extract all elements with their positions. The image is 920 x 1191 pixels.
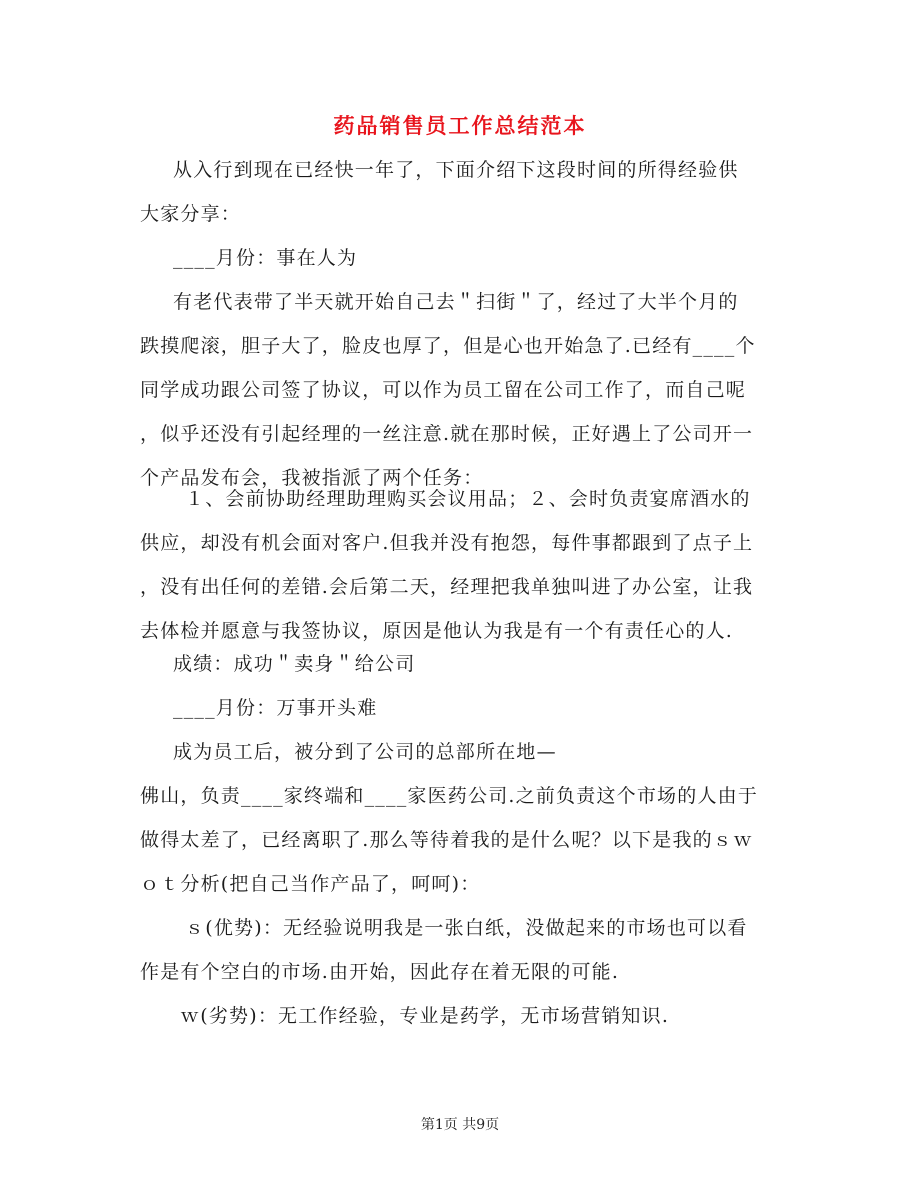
body-text-line: 作是有个空白的市场.由开始，因此存在着无限的可能. (140, 961, 620, 983)
body-text-line: ｗ(劣势)：无工作经验，专业是药学，无市场营销知识. (180, 1005, 670, 1027)
body-text-line: 做得太差了，已经离职了.那么等待着我的是什么呢？以下是我的ｓｗ (140, 829, 754, 851)
body-text-line: 有老代表带了半天就开始自己去＂扫街＂了，经过了大半个月的 (173, 291, 739, 313)
body-text-line: 大家分享： (140, 203, 242, 225)
body-text-line: １、会前协助经理助理购买会议用品；２、会时负责宴席酒水的 (185, 488, 751, 510)
body-text-line: 去体检并愿意与我签协议，原因是他认为我是有一个有责任心的人. (140, 620, 734, 642)
body-text-line: ____月份：万事开头难 (173, 697, 378, 719)
body-text-line: ｓ(优势)：无经验说明我是一张白纸，没做起来的市场也可以看 (185, 917, 748, 939)
body-text-line: ____月份：事在人为 (173, 247, 358, 269)
body-text-line: 个产品发布会，我被指派了两个任务： (140, 467, 484, 489)
body-text-line: 供应，却没有机会面对客户.但我并没有抱怨，每件事都跟到了点子上 (140, 532, 754, 554)
body-text-line: 成绩：成功＂卖身＂给公司 (173, 653, 416, 675)
body-text-line: 同学成功跟公司签了协议，可以作为员工留在公司工作了，而自己呢 (140, 379, 747, 401)
document-title: 药品销售员工作总结范本 (333, 113, 587, 138)
body-text-line: ｏｔ分析(把自己当作产品了，呵呵)： (140, 873, 481, 895)
body-text-line: ，似乎还没有引起经理的一丝注意.就在那时候，正好遇上了公司开一 (140, 423, 754, 445)
page-number-footer: 第1页 共9页 (420, 1117, 500, 1133)
body-text-line: 跌摸爬滚，胆子大了，脸皮也厚了，但是心也开始急了.已经有____个 (140, 335, 756, 357)
body-text-line: 成为员工后，被分到了公司的总部所在地— (173, 741, 557, 763)
body-text-line: 佛山，负责____家终端和____家医药公司.之前负责这个市场的人由于 (140, 785, 759, 807)
body-text-line: 从入行到现在已经快一年了，下面介绍下这段时间的所得经验供 (173, 159, 739, 181)
body-text-line: ，没有出任何的差错.会后第二天，经理把我单独叫进了办公室，让我 (140, 576, 754, 598)
